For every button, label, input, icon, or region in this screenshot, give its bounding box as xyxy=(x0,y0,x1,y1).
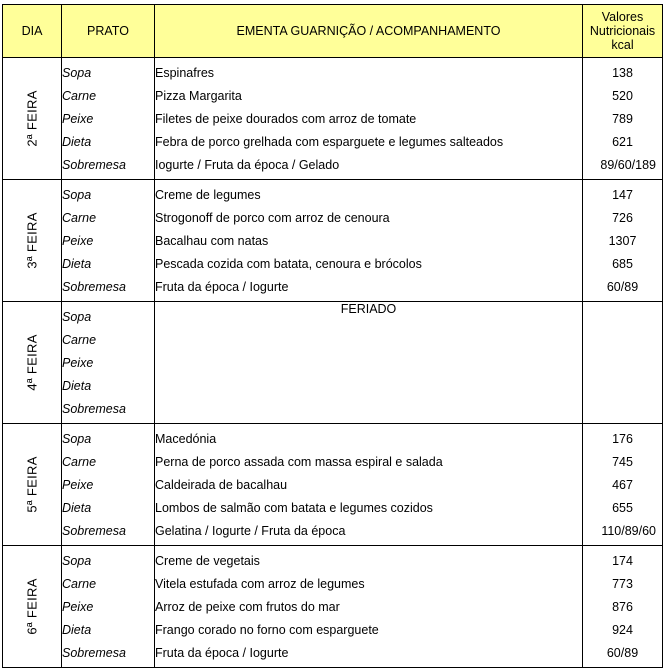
menu-row xyxy=(3,519,663,546)
ementa-cell: Strogonoff de porco com arroz de cenoura xyxy=(155,206,583,229)
ementa-cell: Febra de porco grelhada com esparguete e legumes salteados xyxy=(155,130,583,153)
menu-row xyxy=(3,58,663,85)
prato-cell: Peixe xyxy=(62,351,155,374)
kcal-cell-empty xyxy=(583,302,663,424)
prato-cell: Sobremesa xyxy=(62,519,155,546)
weekly-menu-table xyxy=(2,4,663,668)
kcal-cell: 89/60/189 xyxy=(583,153,663,180)
ementa-cell: Pescada cozida com batata, cenoura e brócolos xyxy=(155,252,583,275)
menu-row xyxy=(3,275,663,302)
prato-cell: Carne xyxy=(62,206,155,229)
ementa-cell: Pizza Margarita xyxy=(155,84,583,107)
header-dia: DIA xyxy=(3,5,62,58)
kcal-cell: 520 xyxy=(583,84,663,107)
day-label: 4ª FEIRA xyxy=(24,334,40,391)
header-valores-nutricionais xyxy=(583,5,663,58)
ementa-cell: Frango corado no forno com esparguete xyxy=(155,618,583,641)
ementa-cell: Fruta da época / Iogurte xyxy=(155,275,583,302)
kcal-cell: 174 xyxy=(583,546,663,573)
ementa-cell: Lombos de salmão com batata e legumes cozidos xyxy=(155,496,583,519)
prato-cell: Carne xyxy=(62,572,155,595)
menu-row xyxy=(3,84,663,107)
header-valores-line3: kcal xyxy=(611,38,634,52)
prato-cell: Sopa xyxy=(62,424,155,451)
menu-row xyxy=(3,496,663,519)
day-label: 5ª FEIRA xyxy=(24,456,40,513)
ementa-cell: Espinafres xyxy=(155,58,583,85)
ementa-cell: Bacalhau com natas xyxy=(155,229,583,252)
menu-row xyxy=(3,572,663,595)
prato-cell: Sobremesa xyxy=(62,641,155,668)
kcal-cell: 685 xyxy=(583,252,663,275)
prato-cell: Dieta xyxy=(62,618,155,641)
menu-row xyxy=(3,229,663,252)
menu-row xyxy=(3,424,663,451)
header-row xyxy=(3,5,663,58)
menu-row xyxy=(3,206,663,229)
header-ementa: EMENTA GUARNIÇÃO / ACOMPANHAMENTO xyxy=(155,5,583,58)
kcal-cell: 467 xyxy=(583,473,663,496)
menu-row xyxy=(3,595,663,618)
kcal-cell: 1307 xyxy=(583,229,663,252)
kcal-cell: 621 xyxy=(583,130,663,153)
prato-cell: Carne xyxy=(62,84,155,107)
prato-cell: Dieta xyxy=(62,130,155,153)
kcal-cell: 789 xyxy=(583,107,663,130)
day-cell xyxy=(3,180,62,302)
kcal-cell: 655 xyxy=(583,496,663,519)
prato-cell: Carne xyxy=(62,328,155,351)
prato-cell: Sobremesa xyxy=(62,397,155,424)
day-cell xyxy=(3,546,62,668)
ementa-cell: Iogurte / Fruta da época / Gelado xyxy=(155,153,583,180)
menu-row xyxy=(3,302,663,329)
ementa-cell: Creme de legumes xyxy=(155,180,583,207)
prato-cell: Peixe xyxy=(62,595,155,618)
menu-row xyxy=(3,618,663,641)
day-cell xyxy=(3,424,62,546)
prato-cell: Peixe xyxy=(62,473,155,496)
prato-cell: Sobremesa xyxy=(62,275,155,302)
day-cell xyxy=(3,58,62,180)
kcal-cell: 60/89 xyxy=(583,641,663,668)
header-prato: PRATO xyxy=(62,5,155,58)
prato-cell: Dieta xyxy=(62,374,155,397)
day-label: 2ª FEIRA xyxy=(24,90,40,147)
menu-row xyxy=(3,473,663,496)
kcal-cell: 726 xyxy=(583,206,663,229)
prato-cell: Sobremesa xyxy=(62,153,155,180)
prato-cell: Sopa xyxy=(62,180,155,207)
prato-cell: Peixe xyxy=(62,229,155,252)
menu-row xyxy=(3,107,663,130)
menu-row xyxy=(3,130,663,153)
header-valores-line1: Valores xyxy=(601,10,644,24)
kcal-cell: 924 xyxy=(583,618,663,641)
prato-cell: Dieta xyxy=(62,496,155,519)
ementa-cell: Perna de porco assada com massa espiral e salada xyxy=(155,450,583,473)
prato-cell: Carne xyxy=(62,450,155,473)
prato-cell: Dieta xyxy=(62,252,155,275)
kcal-cell: 745 xyxy=(583,450,663,473)
ementa-cell: Vitela estufada com arroz de legumes xyxy=(155,572,583,595)
ementa-cell: Caldeirada de bacalhau xyxy=(155,473,583,496)
kcal-cell: 176 xyxy=(583,424,663,451)
prato-cell: Sopa xyxy=(62,58,155,85)
ementa-cell: Arroz de peixe com frutos do mar xyxy=(155,595,583,618)
menu-row xyxy=(3,450,663,473)
kcal-cell: 147 xyxy=(583,180,663,207)
kcal-cell: 876 xyxy=(583,595,663,618)
header-valores-line2: Nutricionais xyxy=(589,24,656,38)
day-label: 6ª FEIRA xyxy=(24,578,40,635)
ementa-cell: Filetes de peixe dourados com arroz de tomate xyxy=(155,107,583,130)
menu-row xyxy=(3,180,663,207)
menu-row xyxy=(3,252,663,275)
holiday-cell: FERIADO xyxy=(155,302,583,424)
ementa-cell: Gelatina / Iogurte / Fruta da época xyxy=(155,519,583,546)
menu-row xyxy=(3,546,663,573)
kcal-cell: 110/89/60 xyxy=(583,519,663,546)
ementa-cell: Creme de vegetais xyxy=(155,546,583,573)
kcal-cell: 138 xyxy=(583,58,663,85)
ementa-cell: Macedónia xyxy=(155,424,583,451)
menu-body xyxy=(3,58,663,668)
day-cell xyxy=(3,302,62,424)
prato-cell: Peixe xyxy=(62,107,155,130)
menu-row xyxy=(3,153,663,180)
kcal-cell: 773 xyxy=(583,572,663,595)
menu-row xyxy=(3,641,663,668)
prato-cell: Sopa xyxy=(62,546,155,573)
kcal-cell: 60/89 xyxy=(583,275,663,302)
day-label: 3ª FEIRA xyxy=(24,212,40,269)
prato-cell: Sopa xyxy=(62,302,155,329)
ementa-cell: Fruta da época / Iogurte xyxy=(155,641,583,668)
